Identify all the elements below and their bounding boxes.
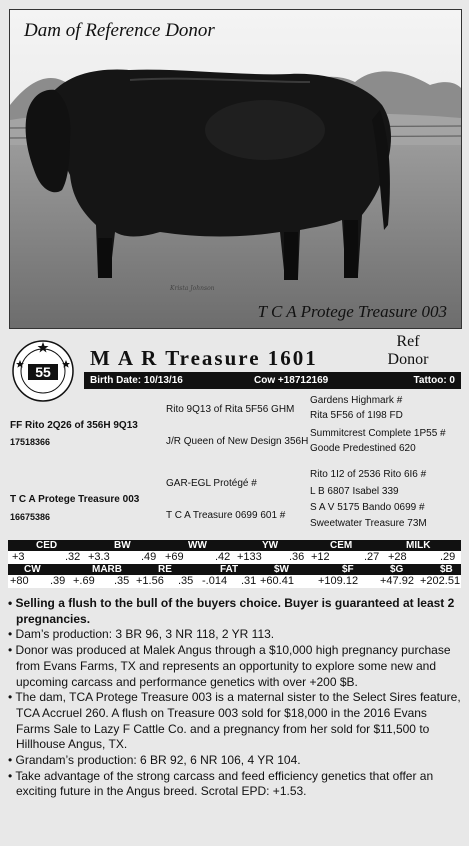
- epd-value-row-2: [8, 575, 461, 588]
- id-bar: [84, 372, 461, 389]
- epd-table: [8, 540, 461, 588]
- epd-accuracy: .35: [178, 575, 194, 587]
- epd-value: +133: [237, 551, 262, 563]
- epd-value: +28: [388, 551, 407, 563]
- tattoo: Tattoo: 0: [413, 375, 455, 386]
- donor-label: Donor: [387, 351, 429, 368]
- epd-header: WW: [188, 540, 207, 551]
- epd-header: CEM: [330, 540, 353, 551]
- dam-dam-sire: S A V 5175 Bando 0699 #: [310, 502, 425, 513]
- epd-header: MARB: [92, 564, 122, 575]
- epd-value: +80: [10, 575, 29, 587]
- epd-header: $F: [342, 564, 354, 575]
- epd-header: $G: [390, 564, 404, 575]
- notes-list: [8, 596, 463, 800]
- ref-donor-label: [370, 333, 446, 369]
- epd-header: CW: [24, 564, 41, 575]
- sire-dam-dam: Goode Predestined 620: [310, 443, 416, 454]
- epd-value: +12: [311, 551, 330, 563]
- epd-accuracy: .31: [241, 575, 257, 587]
- photo-caption: T C A Protege Treasure 003: [257, 302, 447, 321]
- birth-date: Birth Date: 10/13/16: [90, 375, 183, 386]
- sire-dam-sire: Summitcrest Complete 1P55 #: [310, 428, 446, 439]
- note-item: • Selling a flush to the bull of the buyers choice. Buyer is guaranteed at least 2 pregnancies.: [8, 596, 455, 626]
- note-item: • Grandam’s production: 6 BR 92, 6 NR 106, 4 YR 104.: [8, 753, 301, 768]
- lot-number: 55: [35, 364, 51, 380]
- epd-accuracy: .29: [440, 551, 456, 563]
- sire-sire: Rito 9Q13 of Rita 5F56 GHM: [166, 404, 295, 415]
- dam-sire: GAR-EGL Protégé #: [166, 478, 257, 489]
- epd-accuracy: .35: [114, 575, 130, 587]
- epd-accuracy: .49: [141, 551, 157, 563]
- epd-header: CED: [36, 540, 58, 551]
- epd-value-row-1: [8, 551, 461, 564]
- dam: T C A Protege Treasure 003: [10, 494, 140, 505]
- epd-value: +47.92: [380, 575, 414, 587]
- stars-of-montana-logo: [12, 340, 74, 402]
- epd-header: MILK: [406, 540, 431, 551]
- epd-header-row-2: [8, 564, 461, 575]
- epd-header: BW: [114, 540, 131, 551]
- dam-dam-dam: Sweetwater Treasure 73M: [310, 518, 427, 529]
- dam-sire-sire: Rito 1I2 of 2536 Rito 6I6 #: [310, 469, 427, 480]
- epd-value: +202.51: [420, 575, 461, 587]
- epd-value: +.69: [73, 575, 95, 587]
- epd-value: +109.12: [318, 575, 359, 587]
- epd-accuracy: .36: [289, 551, 305, 563]
- cow-image: [10, 10, 461, 328]
- epd-accuracy: .32: [65, 551, 81, 563]
- epd-value: +60.41: [260, 575, 294, 587]
- photo-title: Dam of Reference Donor: [24, 20, 215, 41]
- photographer-signature: Krista Johnson: [170, 285, 215, 292]
- epd-value: +1.56: [136, 575, 164, 587]
- epd-accuracy: .42: [215, 551, 231, 563]
- sire: FF Rito 2Q26 of 356H 9Q13: [10, 420, 138, 431]
- cow-photo: [9, 9, 462, 329]
- note-item: • Donor was produced at Malek Angus through a $10,000 high pregnancy purchase from Evans Farms, TX and represents an opportunity to explore some new and upcoming carcass and performance genetics with over +200 $B.: [8, 643, 451, 689]
- epd-header: YW: [262, 540, 279, 551]
- epd-header-row-1: [8, 540, 461, 551]
- note-item: • Dam’s production: 3 BR 96, 3 NR 118, 2 YR 113.: [8, 627, 275, 642]
- epd-value: +3: [12, 551, 25, 563]
- epd-header: RE: [158, 564, 172, 575]
- sire-sire-sire: Gardens Highmark #: [310, 395, 403, 406]
- note-item: • Take advantage of the strong carcass and feed efficiency genetics that offer an exciting future in the Angus breed. Scrotal EPD: +1.53.: [8, 768, 434, 799]
- note-item: • The dam, TCA Protege Treasure 003 is a maternal sister to the Select Sires feature, TCA Accruel 260. A flush on Treasure 003 sold for $18,000 in the 2016 Evans Farms Sale to Lazy F Cattle Co. and a pregnancy from her sold for $11,500 to Hillhouse Angus, TX.: [8, 690, 461, 752]
- ref-label: Ref: [396, 333, 420, 350]
- epd-header: $B: [440, 564, 453, 575]
- epd-accuracy: .39: [50, 575, 66, 587]
- dam-reg: 16675386: [10, 512, 51, 522]
- animal-name: M A R Treasure 1601: [90, 346, 318, 370]
- epd-header: FAT: [220, 564, 239, 575]
- sire-dam: J/R Queen of New Design 356H: [166, 436, 309, 447]
- epd-value: +3.3: [88, 551, 110, 563]
- epd-value: +69: [165, 551, 184, 563]
- sire-reg: 17518366: [10, 437, 51, 447]
- epd-header: $W: [274, 564, 289, 575]
- epd-accuracy: .27: [364, 551, 380, 563]
- dam-dam: T C A Treasure 0699 601 #: [166, 510, 286, 521]
- sire-sire-dam: Rita 5F56 of 1I98 FD: [310, 410, 403, 421]
- registration: Cow +18712169: [254, 375, 329, 386]
- epd-value: -.014: [202, 575, 228, 587]
- dam-sire-dam: L B 6807 Isabel 339: [310, 486, 399, 497]
